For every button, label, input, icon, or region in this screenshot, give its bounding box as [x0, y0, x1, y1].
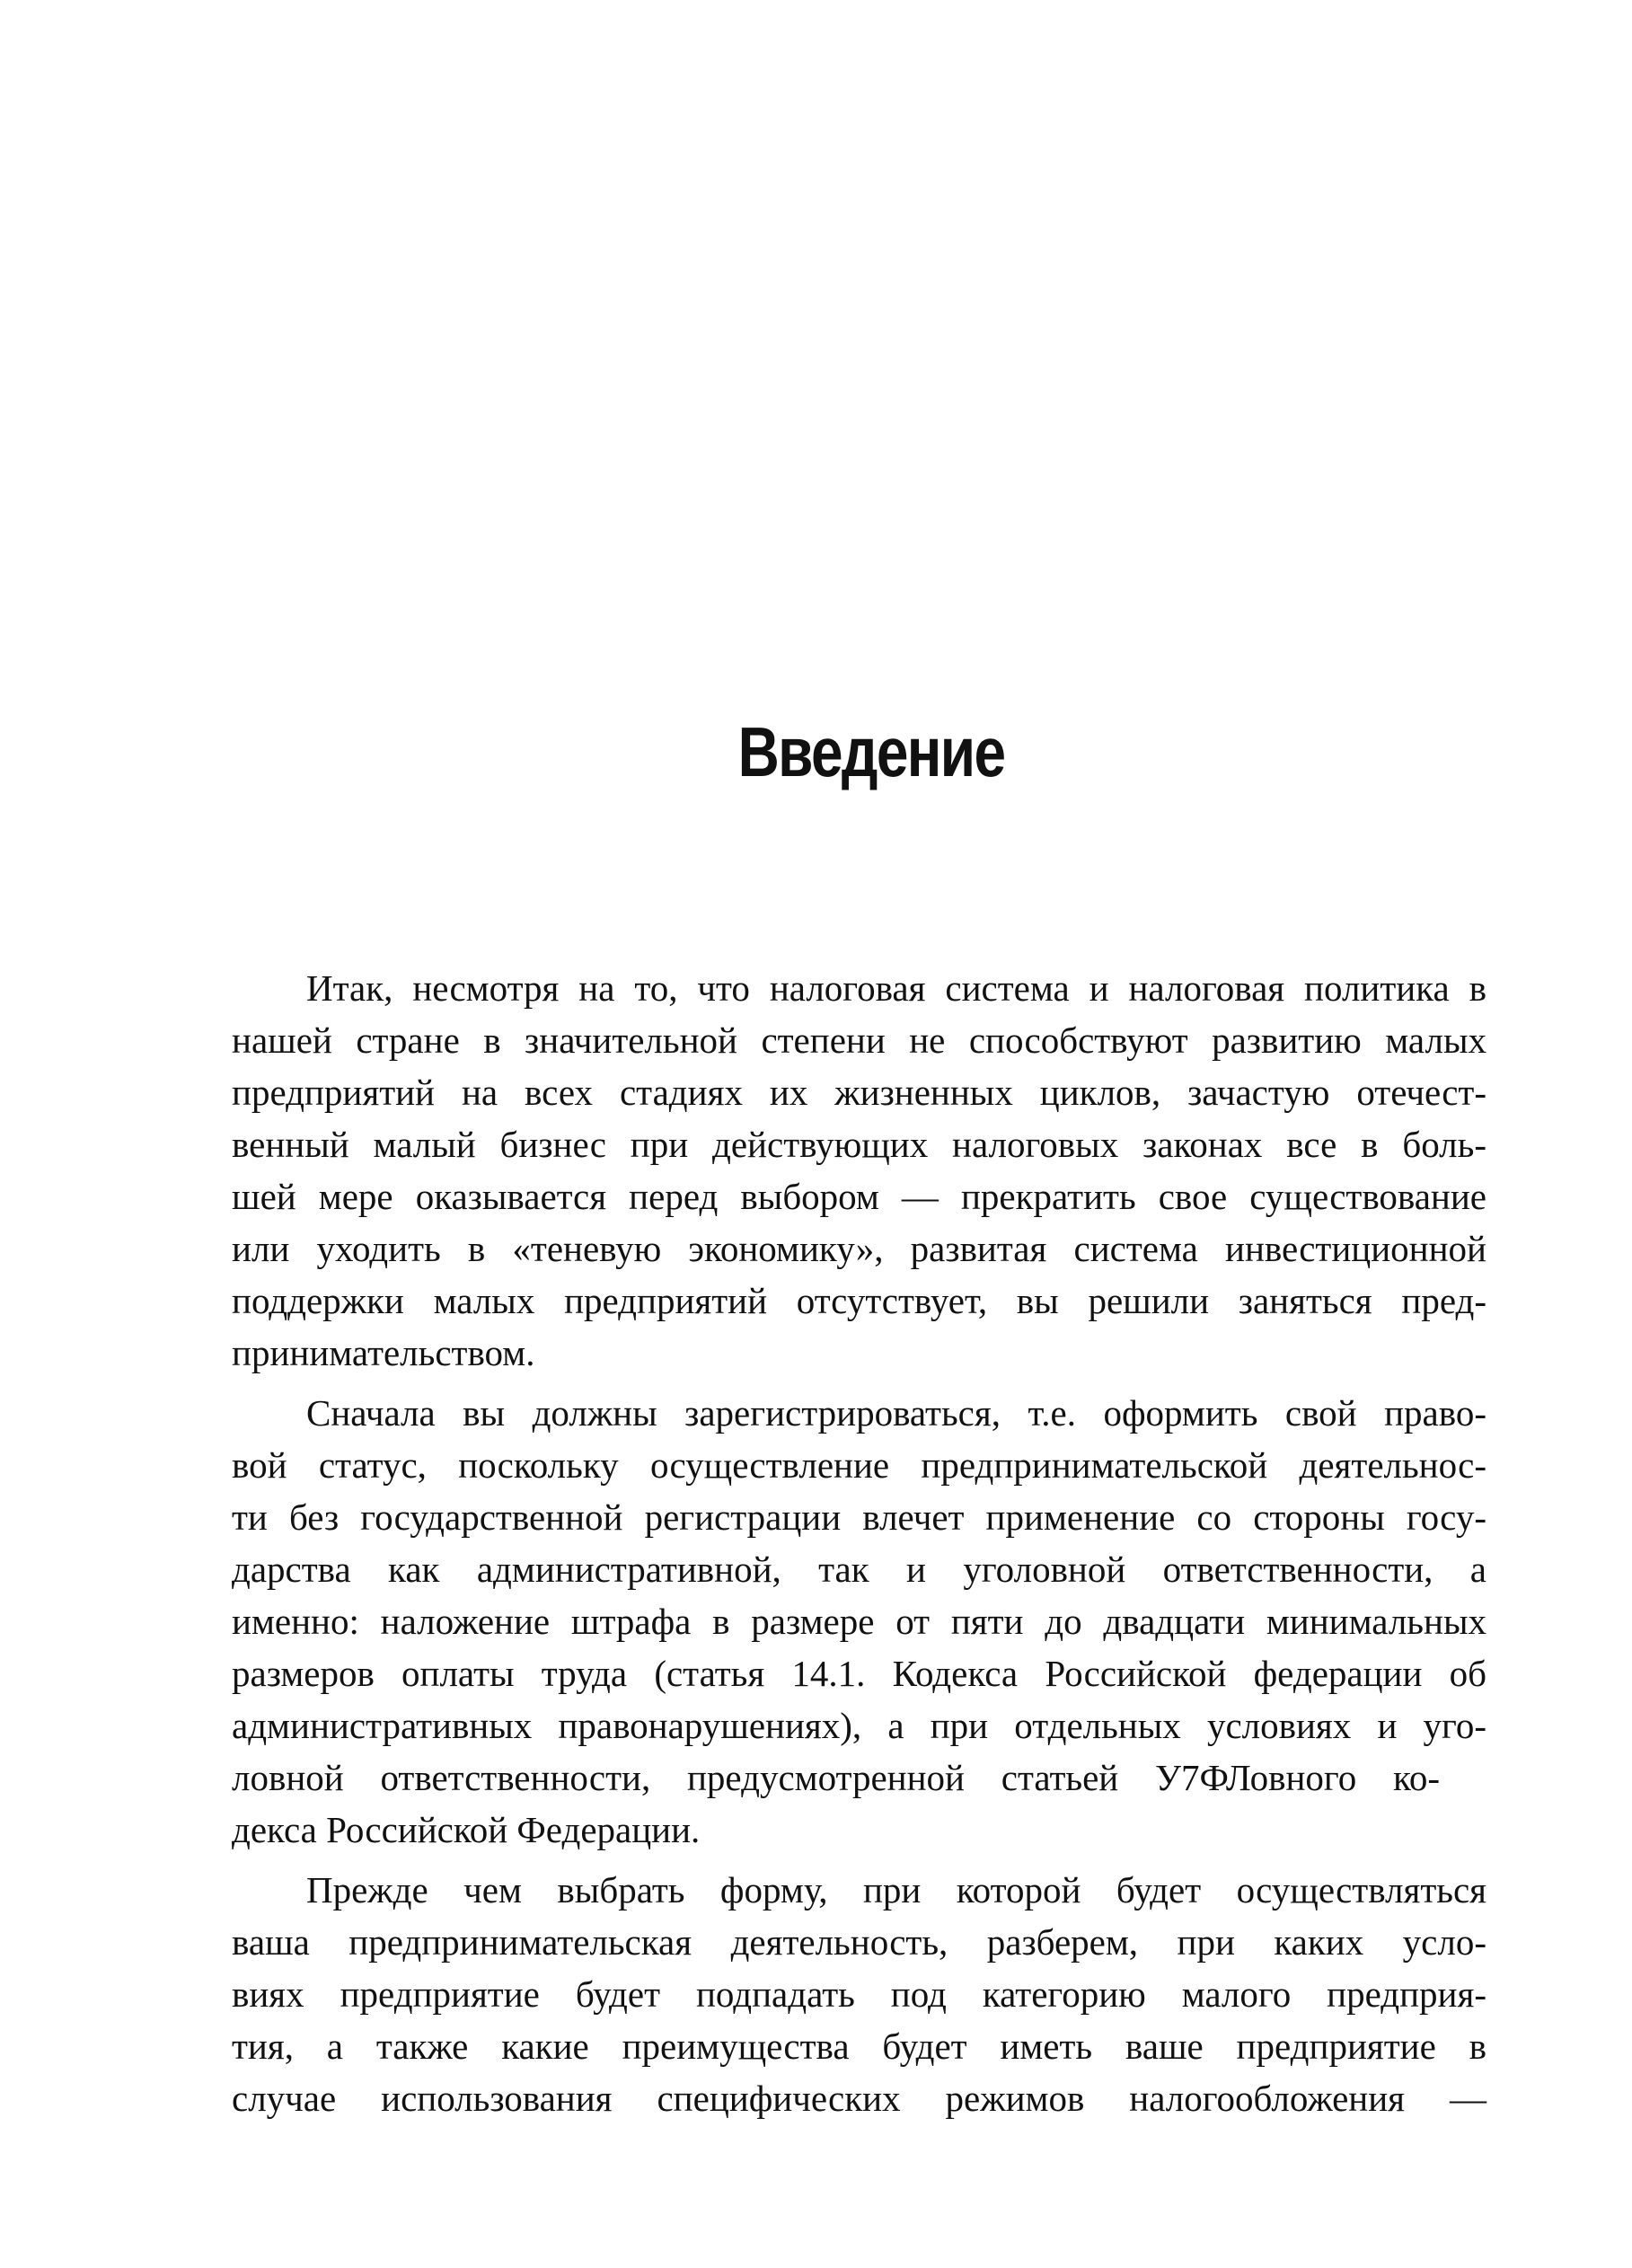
text-line: предприятий на всех стадиях их жизненных циклов, зачастую отечест- [232, 1072, 1486, 1113]
text-line: ловной ответственности, предусмотренной статьей У7ФЛовного ко- [232, 1757, 1440, 1798]
text-line: нашей стране в значительной степени не способствуют развитию малых [232, 1019, 1486, 1061]
text-line: дарства как административной, так и уголовной ответственности, а [232, 1549, 1486, 1590]
text-line: тия, а также какие преимущества будет иметь ваше предприятие в [232, 2025, 1486, 2067]
text-line: ти без государственной регистрации влечет применение со стороны госу- [232, 1496, 1486, 1538]
paragraph [232, 1387, 1486, 1856]
text-line: вой статус, поскольку осуществление предпринимательской деятельнос- [232, 1444, 1486, 1486]
body-text [232, 962, 1486, 2132]
text-line: Прежде чем выбрать форму, при которой будет осуществляться [306, 1869, 1486, 1911]
text-line: виях предприятие будет подпадать под категорию малого предприя- [232, 1973, 1486, 2015]
text-line: ваша предпринимательская деятельность, разберем, при каких усло- [232, 1921, 1486, 1963]
paragraph [232, 962, 1486, 1379]
text-line: Итак, несмотря на то, что налоговая система и налоговая политика в [306, 967, 1486, 1009]
text-line: принимательством. [232, 1332, 535, 1373]
text-line: или уходить в «теневую экономику», развитая система инвестиционной [232, 1228, 1486, 1269]
text-line: шей мере оказывается перед выбором — прекратить свое существование [232, 1176, 1486, 1217]
text-line: административных правонарушениях), а при отдельных условиях и уго- [232, 1705, 1486, 1746]
text-line: Сначала вы должны зарегистрироваться, т.е. оформить свой право- [306, 1392, 1486, 1434]
text-line: декса Российской Федерации. [232, 1809, 701, 1850]
text-line: размеров оплаты труда (статья 14.1. Кодекса Российской федерации об [232, 1653, 1486, 1694]
text-line: именно: наложение штрафа в размере от пяти до двадцати минимальных [232, 1601, 1486, 1642]
chapter-title: Введение [737, 712, 1005, 791]
paragraph [232, 1864, 1486, 2124]
text-line: венный малый бизнес при действующих налоговых законах все в боль- [232, 1124, 1486, 1165]
text-line: случае использования специфических режимов налогообложения — [232, 2078, 1486, 2119]
text-line: поддержки малых предприятий отсутствует, вы решили заняться пред- [232, 1280, 1486, 1321]
